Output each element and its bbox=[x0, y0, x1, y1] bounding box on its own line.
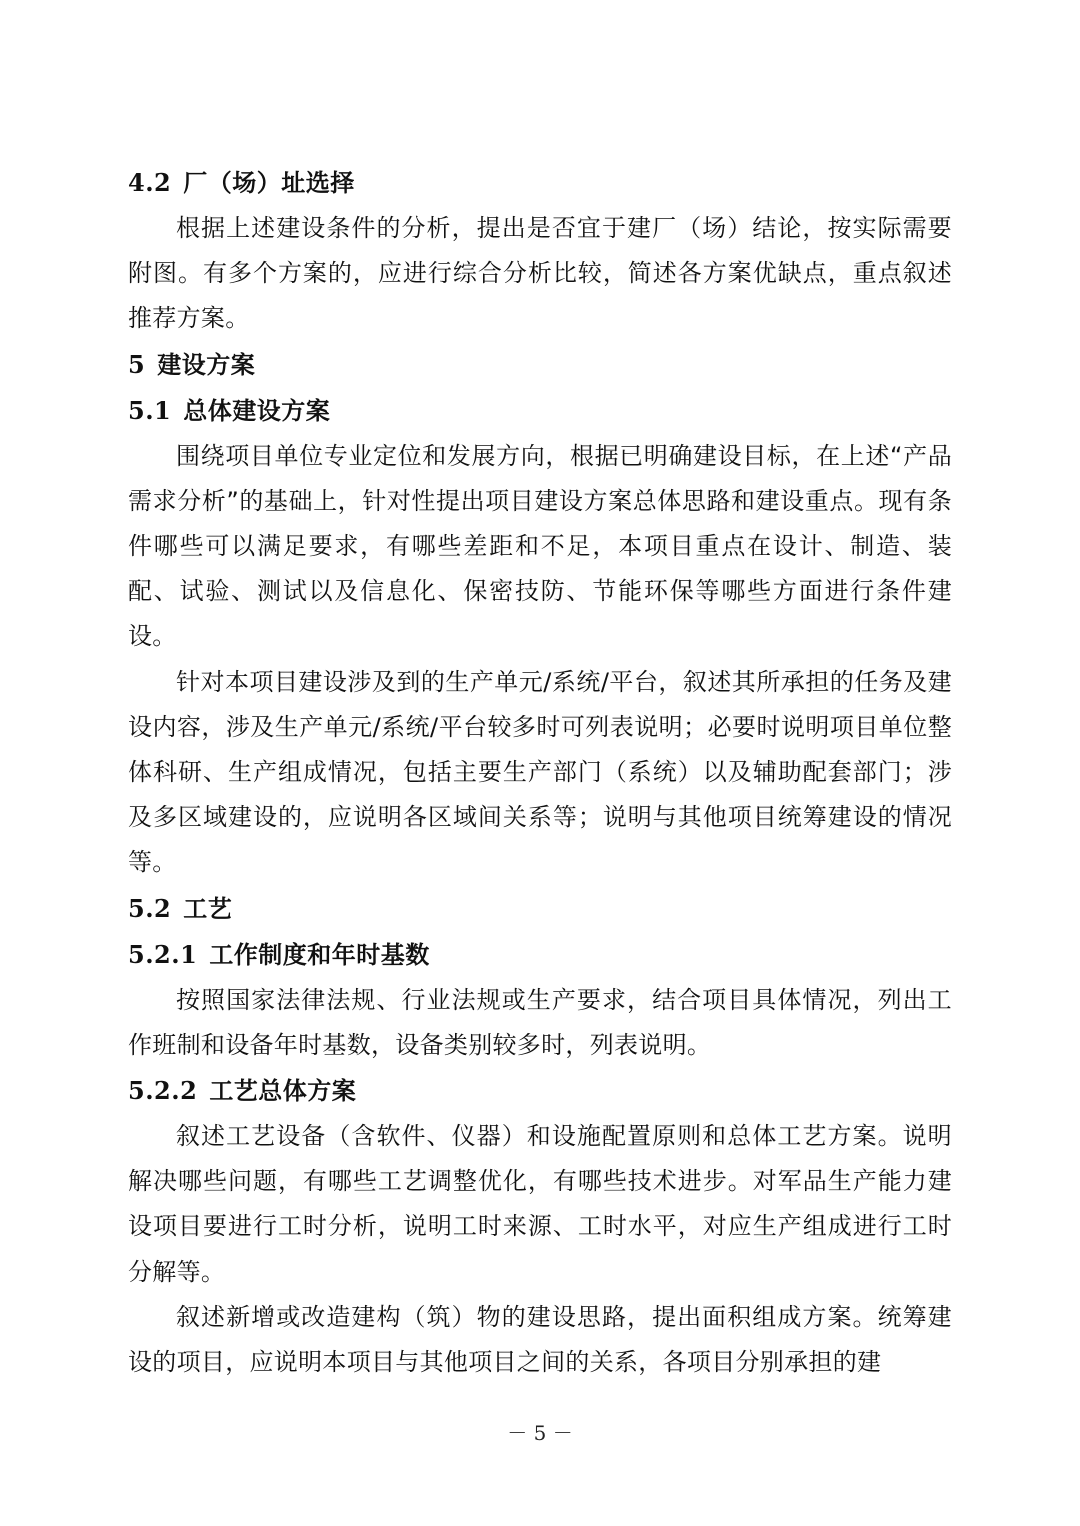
heading-number: 5.2.1 bbox=[128, 939, 198, 969]
heading-number: 4.2 bbox=[128, 168, 172, 197]
heading-5-1 bbox=[128, 388, 952, 434]
heading-5-2-2 bbox=[128, 1068, 952, 1114]
para-5-2-1: 按照国家法律法规、行业法规或生产要求，结合项目具体情况，列出工作班制和设备年时基数，设备类别较多时，列表说明。 bbox=[128, 985, 952, 1059]
heading-number: 5 bbox=[128, 349, 146, 379]
heading-title: 总体建设方案 bbox=[183, 396, 331, 425]
heading-4-2 bbox=[128, 160, 952, 206]
page-content bbox=[128, 160, 952, 1385]
page-number: － 5 － bbox=[507, 1421, 573, 1445]
heading-title: 厂（场）址选择 bbox=[183, 169, 355, 197]
heading-number: 5.1 bbox=[128, 395, 172, 425]
heading-title: 工艺 bbox=[183, 894, 233, 923]
para-5-1-a: 围绕项目单位专业定位和发展方向，根据已明确建设目标，在上述“产品需求分析”的基础上，针对性提出项目建设方案总体思路和建设重点。现有条件哪些可以满足要求，有哪些差距和不足，本项目重点在设计、制造、装配、试验、测试以及信息化、保密技防、节能环保等哪些方面进行条件建设。 bbox=[128, 441, 952, 651]
heading-5-2-1 bbox=[128, 932, 952, 978]
heading-number: 5.2.2 bbox=[128, 1076, 198, 1106]
para-5-2-2-a: 叙述工艺设备（含软件、仪器）和设施配置原则和总体工艺方案。说明解决哪些问题，有哪些工艺调整优化，有哪些技术进步。对军品生产能力建设项目要进行工时分析，说明工时来源、工时水平，对应生产组成进行工时分解等。 bbox=[128, 1122, 952, 1286]
para-5-1-b: 针对本项目建设涉及到的生产单元/系统/平台，叙述其所承担的任务及建设内容，涉及生产单元/系统/平台较多时可列表说明；必要时说明项目单位整体科研、生产组成情况，包括主要生产部门（系统）以及辅助配套部门；涉及多区域建设的，应说明各区域间关系等；说明与其他项目统筹建设的情况等。 bbox=[128, 667, 952, 877]
heading-title: 工作制度和年时基数 bbox=[209, 940, 430, 969]
para-4-2: 根据上述建设条件的分析，提出是否宜于建厂（场）结论，按实际需要附图。有多个方案的，应进行综合分析比较，简述各方案优缺点，重点叙述推荐方案。 bbox=[128, 214, 952, 333]
para-5-2-2-b: 叙述新增或改造建构（筑）物的建设思路，提出面积组成方案。统筹建设的项目，应说明本项目与其他项目之间的关系，各项目分别承担的建 bbox=[128, 1302, 952, 1377]
heading-title: 建设方案 bbox=[157, 350, 256, 379]
heading-number: 5.2 bbox=[128, 893, 172, 923]
heading-5 bbox=[128, 342, 952, 388]
heading-5-2 bbox=[128, 886, 952, 932]
heading-title: 工艺总体方案 bbox=[209, 1077, 357, 1106]
